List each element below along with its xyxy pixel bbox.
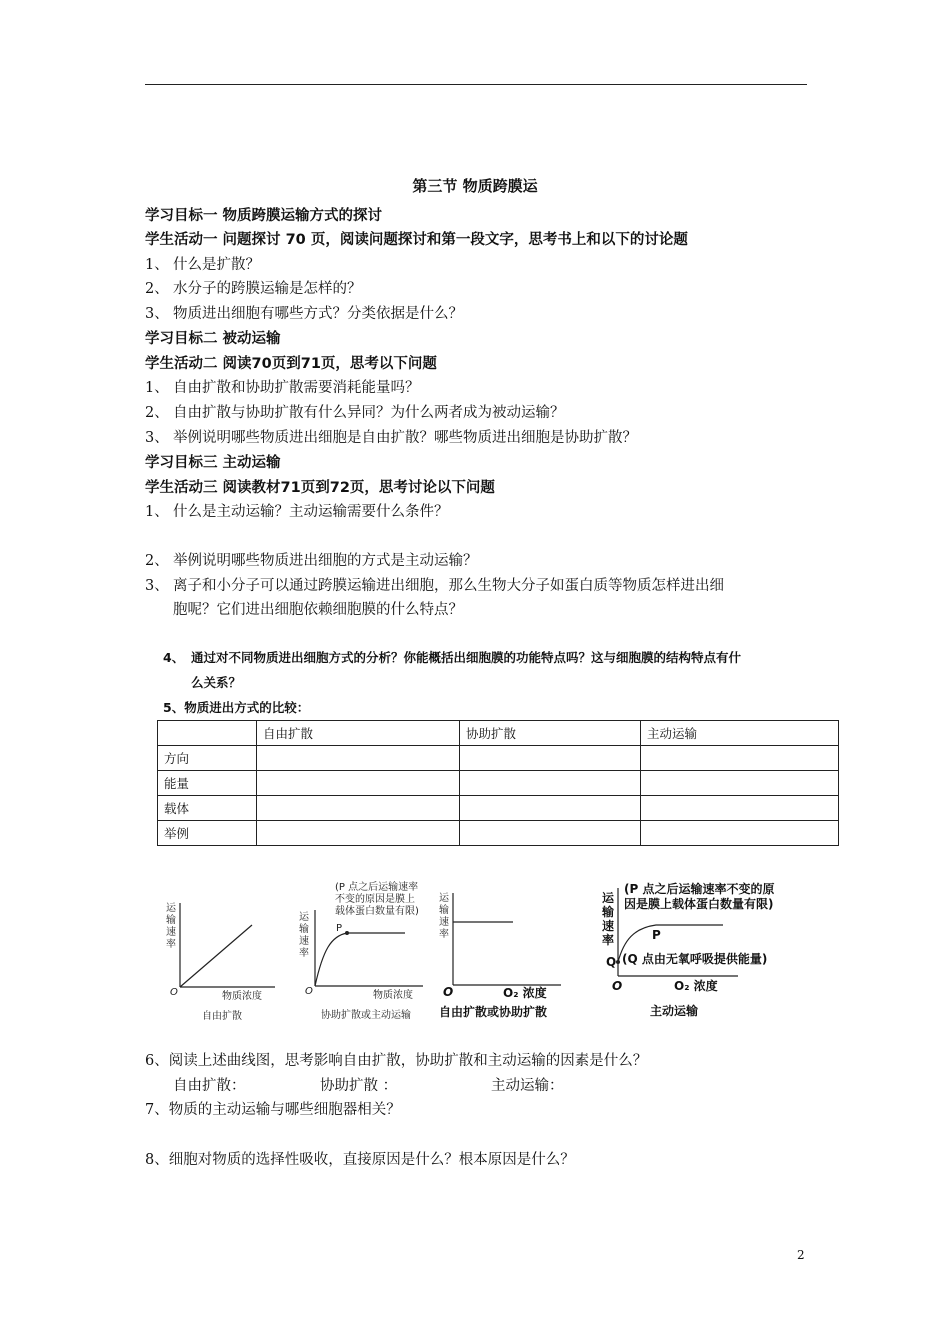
table-header-cell: 主动运输 (641, 721, 839, 746)
page-number: 2 (797, 1248, 805, 1262)
svg-text:率: 率 (299, 948, 309, 959)
svg-text:(P 点之后运输速率: (P 点之后运输速率 (335, 882, 419, 893)
origin-label: O (443, 985, 454, 999)
question-8: 8、细胞对物质的选择性吸收，直接原因是什么？根本原因是什么？ (145, 1152, 575, 1168)
graph-caption: 协助扩散或主动运输 (321, 1010, 411, 1021)
y-axis-label (166, 902, 177, 950)
q-num: 2、 (145, 405, 169, 421)
question-6: 6、阅读上述曲线图，思考影响自由扩散，协助扩散和主动运输的因素是什么？ (145, 1053, 648, 1069)
a2-question-3 (145, 426, 637, 447)
point-q-label: Q (606, 955, 617, 969)
q-num: 1、 (145, 504, 169, 520)
q-num: 4、 (163, 650, 185, 665)
row-label: 载体 (158, 796, 257, 821)
svg-text:率: 率 (602, 933, 615, 947)
table-cell (460, 771, 641, 796)
a3-question-3-continued: 胞呢？它们进出细胞依赖细胞膜的什么特点？ (173, 602, 463, 618)
svg-text:运: 运 (439, 893, 449, 904)
svg-text:速: 速 (439, 917, 449, 928)
graph-free-diffusion (160, 895, 280, 1025)
q-text: 离子和小分子可以通过跨膜运输进出细胞，那么生物大分子如蛋白质等物质怎样进出细 (173, 578, 724, 594)
note-q: (Q 点由无氧呼吸提供能量) (622, 952, 768, 966)
table-header-cell (158, 721, 257, 746)
table-header-row (158, 721, 839, 746)
y-axis-label (299, 911, 310, 959)
section-title: 第三节 物质跨膜运 (412, 177, 538, 195)
svg-text:运: 运 (166, 903, 176, 914)
header-rule (145, 84, 807, 85)
table-header-cell: 协助扩散 (460, 721, 641, 746)
activity-1: 学生活动一 问题探讨 70 页，阅读问题探讨和第一段文字，思考书上和以下的讨论题 (145, 232, 688, 248)
q-text: 通过对不同物质进出细胞方式的分析？你能概括出细胞膜的功能特点吗？这与细胞膜的结构特点有什 (191, 650, 742, 665)
table-row (158, 771, 839, 796)
question-4-continued: 么关系？ (191, 675, 242, 690)
y-axis-label (601, 890, 615, 947)
q-num: 2、 (145, 553, 169, 569)
graph-diffusion-oxygen (435, 885, 565, 1025)
table-row (158, 746, 839, 771)
svg-text:率: 率 (166, 939, 176, 950)
q6-answer-free: 自由扩散： (173, 1078, 246, 1094)
origin-label: O (170, 987, 178, 998)
table-cell (460, 746, 641, 771)
q-text: 自由扩散和协助扩散需要消耗能量吗？ (173, 380, 420, 396)
a2-question-2 (145, 401, 565, 422)
table-cell (460, 821, 641, 846)
svg-text:输: 输 (299, 924, 309, 935)
svg-text:载体蛋白数量有限): 载体蛋白数量有限) (335, 906, 419, 917)
comparison-table (157, 720, 839, 846)
svg-text:因是膜上载体蛋白数量有限): 因是膜上载体蛋白数量有限) (624, 897, 774, 911)
point-p-label: P (336, 923, 343, 934)
svg-text:(P 点之后运输速率不变的原: (P 点之后运输速率不变的原 (624, 882, 775, 896)
point-p-marker (345, 931, 349, 935)
svg-text:运: 运 (602, 891, 615, 905)
svg-text:输: 输 (166, 915, 176, 926)
a2-question-1 (145, 376, 420, 397)
table-cell (460, 796, 641, 821)
question-5: 5、物质进出方式的比较： (163, 700, 310, 715)
goal-1: 学习目标一 物质跨膜运输方式的探讨 (145, 208, 383, 224)
table-header-cell: 自由扩散 (257, 721, 460, 746)
a1-question-2 (145, 277, 362, 298)
a1-question-3 (145, 302, 463, 323)
q-text: 什么是扩散？ (173, 257, 260, 273)
origin-label: O (612, 979, 623, 993)
q-num: 2、 (145, 281, 169, 297)
origin-label: O (305, 986, 313, 997)
a1-question-1 (145, 253, 260, 274)
q-num: 1、 (145, 257, 169, 273)
svg-text:运: 运 (299, 912, 309, 923)
graph-caption: 自由扩散 (202, 1011, 242, 1022)
activity-2: 学生活动二 阅读70页到71页，思考以下问题 (145, 356, 437, 372)
graph-caption: 自由扩散或协助扩散 (439, 1005, 548, 1019)
x-axis-label: O₂ 浓度 (503, 986, 547, 1000)
point-q-marker (616, 960, 620, 964)
svg-text:输: 输 (439, 905, 449, 916)
q-text: 举例说明哪些物质进出细胞是自由扩散？哪些物质进出细胞是协助扩散？ (173, 430, 637, 446)
a3-question-3 (145, 574, 724, 595)
svg-text:不变的原因是膜上: 不变的原因是膜上 (335, 894, 415, 905)
saturation-curve (315, 933, 405, 986)
q-text: 自由扩散与协助扩散有什么异同？为什么两者成为被动运输？ (173, 405, 565, 421)
x-axis-label: 物质浓度 (373, 990, 413, 1001)
q-num: 3、 (145, 430, 169, 446)
q-text: 什么是主动运输？主动运输需要什么条件？ (173, 504, 449, 520)
table-cell (257, 746, 460, 771)
linear-curve (180, 925, 252, 987)
q-num: 3、 (145, 306, 169, 322)
svg-text:速: 速 (166, 927, 176, 938)
q-text: 举例说明哪些物质进出细胞的方式是主动运输？ (173, 553, 478, 569)
goal-2: 学习目标二 被动运输 (145, 331, 281, 347)
graph-active-transport-oxygen (598, 880, 798, 1025)
row-label: 方向 (158, 746, 257, 771)
q6-answer-active: 主动运输： (491, 1078, 564, 1094)
a3-question-2 (145, 549, 478, 570)
q6-answer-facilitated: 协助扩散 ： (320, 1078, 398, 1094)
q-num: 3、 (145, 578, 169, 594)
note-text (335, 880, 419, 917)
goal-3: 学习目标三 主动运输 (145, 455, 281, 471)
table-cell (257, 821, 460, 846)
q-num: 1、 (145, 380, 169, 396)
question-7: 7、物质的主动运输与哪些细胞器相关？ (145, 1102, 401, 1118)
row-label: 举例 (158, 821, 257, 846)
activity-3: 学生活动三 阅读教材71页到72页，思考讨论以下问题 (145, 480, 495, 496)
svg-text:速: 速 (299, 936, 309, 947)
note-text (624, 881, 774, 911)
q-text: 物质进出细胞有哪些方式？分类依据是什么？ (173, 306, 463, 322)
table-cell (641, 821, 839, 846)
table-row (158, 821, 839, 846)
q-text: 水分子的跨膜运输是怎样的？ (173, 281, 362, 297)
question-4 (163, 648, 741, 666)
table-cell (641, 771, 839, 796)
table-cell (257, 771, 460, 796)
a3-question-1 (145, 500, 449, 521)
svg-text:速: 速 (602, 919, 615, 933)
x-axis-label: O₂ 浓度 (674, 979, 718, 993)
point-p-label: P (652, 928, 661, 942)
row-label: 能量 (158, 771, 257, 796)
table-row (158, 796, 839, 821)
x-axis-label: 物质浓度 (222, 991, 262, 1002)
table-cell (257, 796, 460, 821)
graph-facilitated-or-active (295, 880, 430, 1025)
svg-text:率: 率 (439, 929, 449, 940)
svg-text:输: 输 (602, 905, 615, 919)
table-cell (641, 796, 839, 821)
graph-caption: 主动运输 (650, 1004, 699, 1018)
table-cell (641, 746, 839, 771)
y-axis-label (439, 892, 450, 940)
